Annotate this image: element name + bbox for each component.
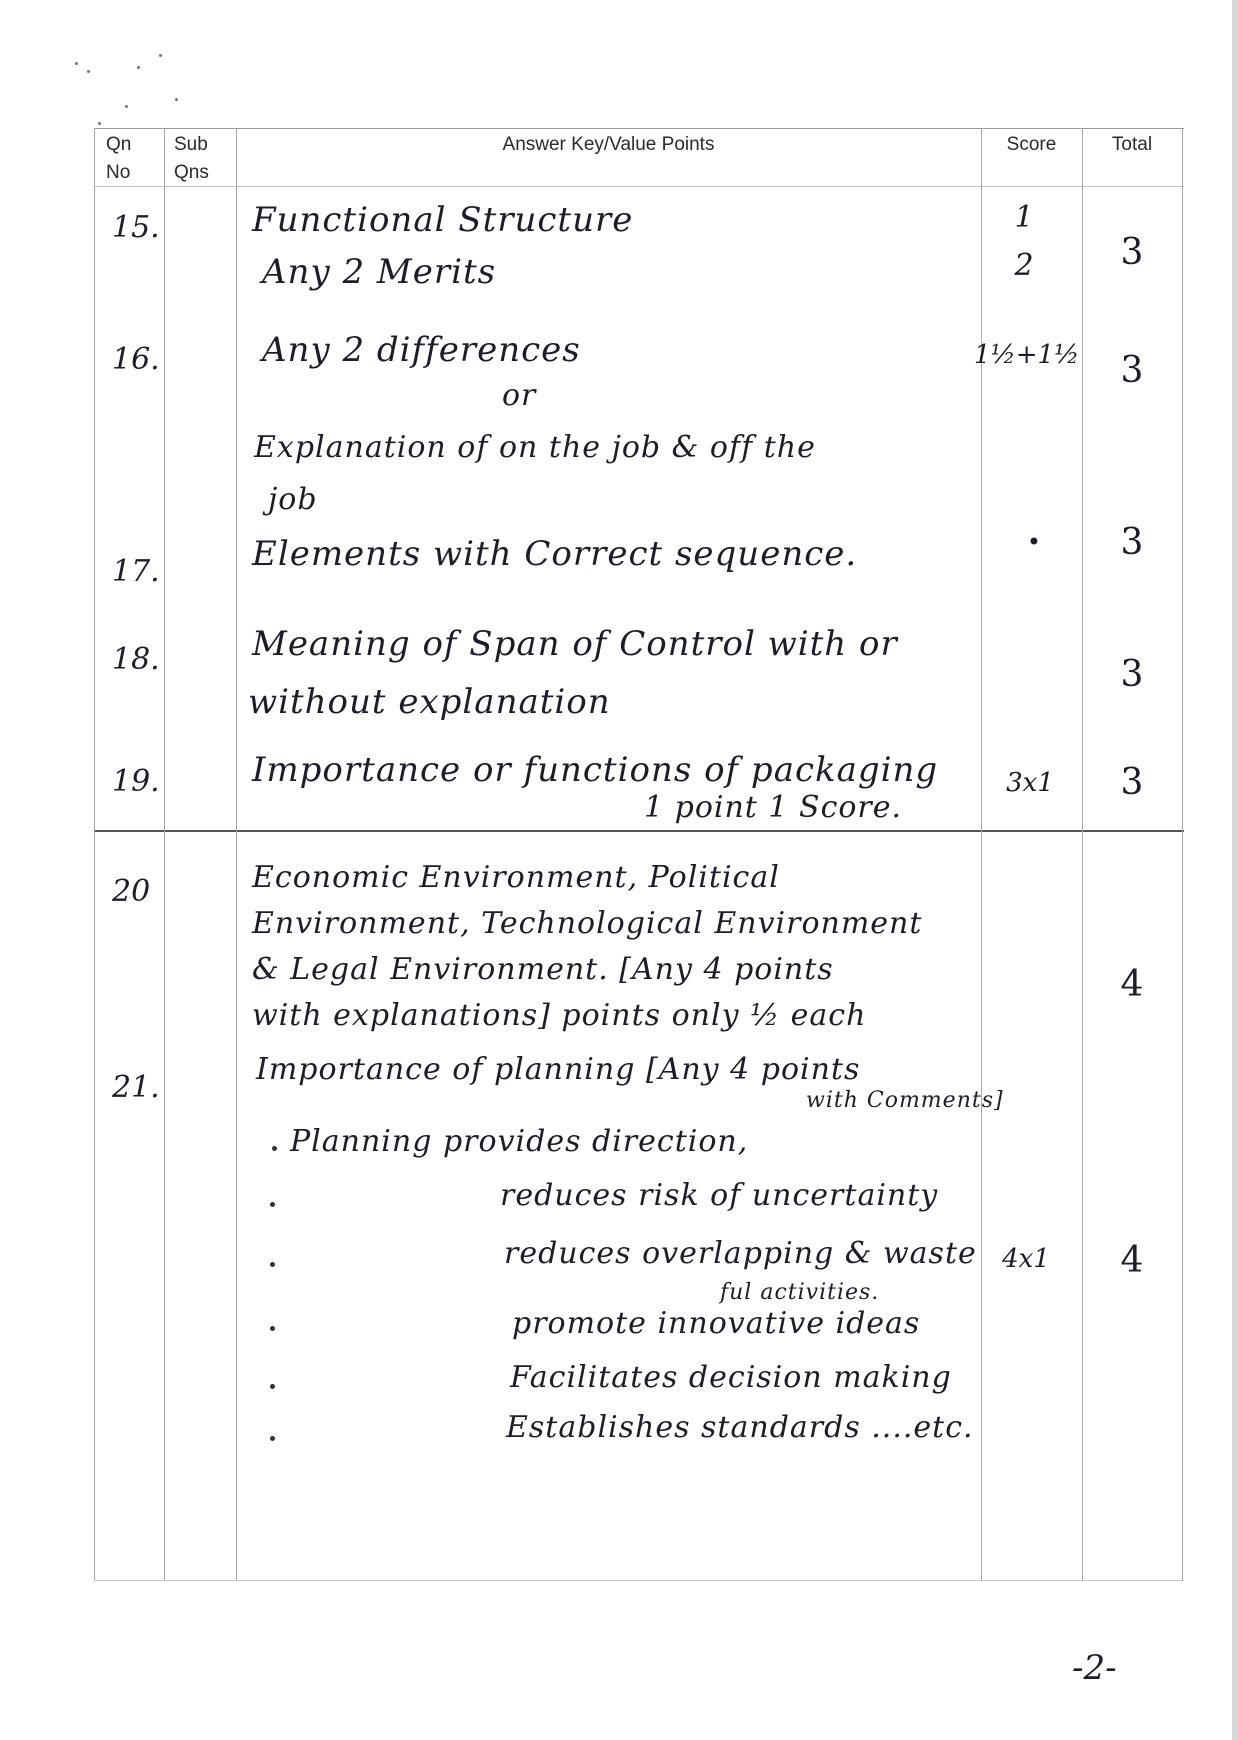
- answer-line: Functional Structure: [252, 200, 634, 240]
- bullet-dot: [272, 1146, 277, 1151]
- answer-line: job: [268, 482, 318, 517]
- col-border-left: [94, 128, 95, 1580]
- answer-line: Any 2 Merits: [262, 252, 497, 292]
- total-value: 4: [1120, 964, 1144, 1005]
- answer-line: Economic Environment, Political: [252, 860, 780, 895]
- page-edge-shadow: [1232, 0, 1238, 1740]
- bullet-dot: [270, 1384, 275, 1389]
- header-total: Total: [1111, 134, 1153, 155]
- bullet-dot: [270, 1326, 275, 1331]
- qn-number: 15.: [112, 210, 160, 245]
- qn-number: 17.: [112, 554, 160, 589]
- answer-line: without explanation: [248, 682, 611, 722]
- scan-specks: [55, 30, 205, 130]
- answer-line: Environment, Technological Environment: [252, 906, 923, 941]
- table-bottom-border: [94, 1580, 1184, 1581]
- bullet-point: Establishes standards ....etc.: [506, 1410, 974, 1445]
- score-value: 1½+1½: [974, 340, 1080, 370]
- bullet-point: Facilitates decision making: [510, 1360, 952, 1395]
- page-number: -2-: [1072, 1648, 1117, 1688]
- total-value: 3: [1120, 350, 1144, 391]
- score-mark: •: [1026, 528, 1042, 556]
- answer-line: Any 2 differences: [262, 330, 581, 370]
- answer-line: Importance or functions of packaging: [252, 750, 939, 790]
- header-divider: [94, 186, 1184, 187]
- score-value: 3x1: [1006, 768, 1054, 798]
- score-value: 2: [1014, 248, 1034, 283]
- answer-line: 1 point 1 Score.: [644, 790, 903, 825]
- answer-line: & Legal Environment. [Any 4 points: [252, 952, 834, 987]
- header-answer-key: Answer Key/Value Points: [502, 134, 715, 155]
- qn-number: 18.: [112, 642, 160, 677]
- total-value: 4: [1120, 1240, 1144, 1281]
- col-border-sub: [236, 128, 237, 1580]
- bullet-point: reduces risk of uncertainty: [500, 1178, 939, 1213]
- score-value: 1: [1014, 200, 1034, 235]
- section-divider: [94, 830, 1184, 832]
- total-value: 3: [1120, 654, 1144, 695]
- qn-number: 19.: [112, 764, 160, 799]
- answer-line: Importance of planning [Any 4 points: [256, 1052, 861, 1087]
- col-border-score: [1082, 128, 1083, 1580]
- answer-line: or: [502, 378, 537, 413]
- header-sub-qns: Sub Qns: [174, 134, 209, 183]
- qn-number: 20: [112, 874, 151, 909]
- answer-line: with explanations] points only ½ each: [252, 998, 867, 1033]
- total-value: 3: [1120, 232, 1144, 273]
- total-value: 3: [1120, 762, 1144, 803]
- total-value: 3: [1120, 522, 1144, 563]
- answer-line: Meaning of Span of Control with or: [252, 624, 898, 664]
- answer-line: with Comments]: [806, 1088, 1004, 1113]
- bullet-point: reduces overlapping & waste: [504, 1236, 977, 1271]
- bullet-point: ful activities.: [720, 1280, 880, 1305]
- bullet-dot: [270, 1262, 275, 1267]
- header-score: Score: [1006, 134, 1057, 155]
- bullet-dot: [270, 1436, 275, 1441]
- bullet-point: Planning provides direction,: [290, 1124, 749, 1159]
- answer-line: Elements with Correct sequence.: [252, 534, 858, 574]
- table-top-border: [94, 128, 1184, 129]
- qn-number: 16.: [112, 342, 160, 377]
- header-qn-no: Qn No: [106, 134, 132, 183]
- bullet-point: promote innovative ideas: [512, 1306, 921, 1341]
- col-border-right: [1182, 128, 1183, 1580]
- answer-line: Explanation of on the job & off the: [254, 430, 816, 465]
- score-value: 4x1: [1002, 1244, 1050, 1274]
- qn-number: 21.: [112, 1070, 160, 1105]
- col-border-qn: [164, 128, 165, 1580]
- bullet-dot: [270, 1202, 275, 1207]
